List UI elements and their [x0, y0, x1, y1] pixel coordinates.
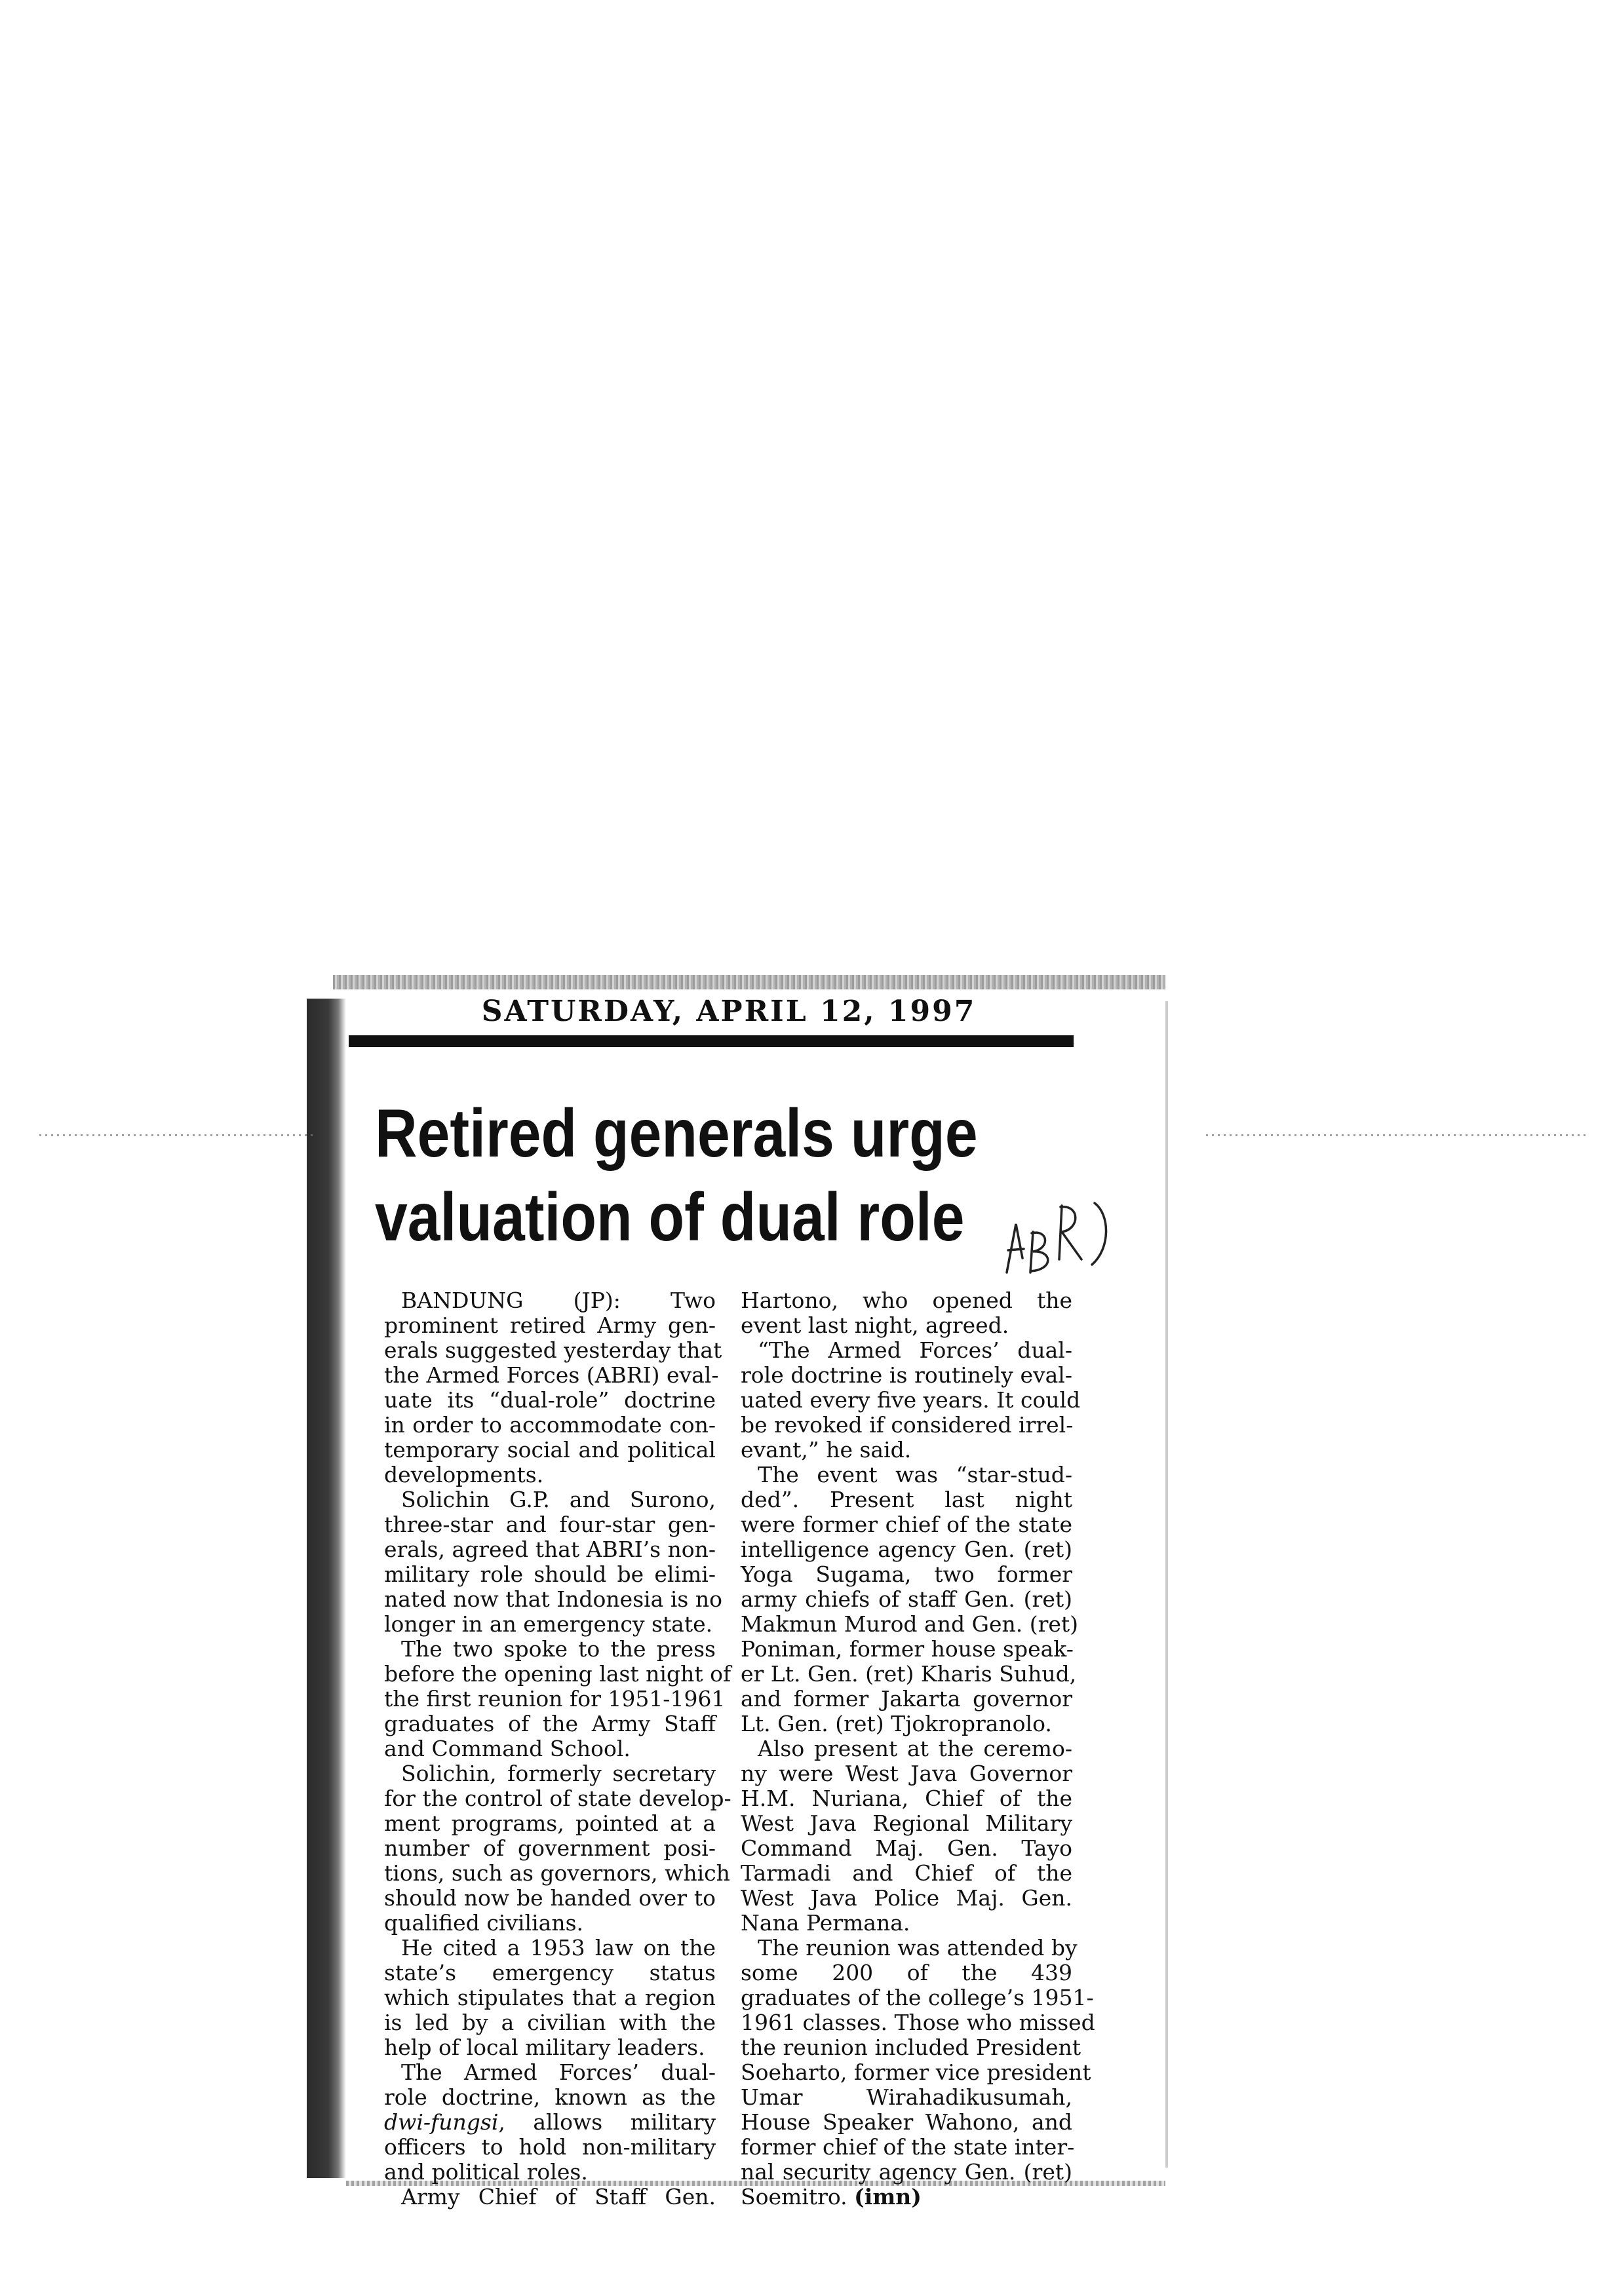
article-line: is led by a civilian with the [384, 2010, 716, 2035]
headline [375, 1092, 1012, 1259]
article-line: prominent retired Army gen- [384, 1312, 716, 1338]
article-line: former chief of the state inter- [741, 2134, 1075, 2160]
article-line: in order to accommodate con- [384, 1412, 716, 1438]
article-line: Poniman, former house speak- [741, 1636, 1074, 1662]
article-line: graduates of the Army Staff [384, 1711, 716, 1736]
article-line: military role should be elimi- [384, 1561, 716, 1587]
article-line: graduates of the college’s 1951- [741, 1985, 1094, 2010]
article-line: West Java Regional Military [741, 1810, 1072, 1836]
article-line: which stipulates that a region [384, 1985, 716, 2010]
torn-top-edge [333, 975, 1165, 989]
article-line: dwi-fungsi, allows military [384, 2109, 716, 2135]
article-line: House Speaker Wahono, and [741, 2109, 1072, 2135]
article-line: were former chief of the state [741, 1512, 1072, 1537]
article-line: The reunion was attended by [758, 1935, 1078, 1961]
article-line: Also present at the ceremo- [758, 1736, 1072, 1761]
article-line: and Command School. [384, 1736, 631, 1761]
article-line: nal security agency Gen. (ret) [741, 2159, 1072, 2185]
article-line: the first reunion for 1951-1961 [384, 1686, 726, 1712]
article-line: army chiefs of staff Gen. (ret) [741, 1586, 1072, 1612]
article-line: longer in an emergency state. [384, 1611, 713, 1637]
article-line: The Armed Forces’ dual- [401, 2059, 716, 2085]
article-line: Command Maj. Gen. Tayo [741, 1835, 1072, 1861]
article-line: BANDUNG (JP): Two [401, 1288, 716, 1313]
article-line: Tarmadi and Chief of the [741, 1860, 1072, 1886]
article-line: He cited a 1953 law on the [401, 1935, 716, 1961]
dateline-text: SATURDAY, APRIL 12, 1997 [481, 995, 977, 1028]
article-column-1 [384, 1288, 731, 2210]
article-line: Yoga Sugama, two former [741, 1561, 1072, 1587]
article-line: Nana Permana. [741, 1910, 910, 1936]
article-line: event last night, agreed. [741, 1312, 1009, 1338]
clipping-left-shadow [307, 999, 346, 2178]
article-line: help of local military leaders. [384, 2035, 705, 2060]
scan-noise-left [39, 1134, 315, 1136]
article-line: the reunion included President [741, 2035, 1081, 2060]
article-line: nated now that Indonesia is no [384, 1586, 722, 1612]
article-line: qualified civilians. [384, 1910, 584, 1936]
article-line: ment programs, pointed at a [384, 1810, 716, 1836]
article-body [384, 1288, 1095, 2210]
headline-line-2: valuation of dual role [375, 1179, 965, 1255]
article-line: before the opening last night of [384, 1661, 731, 1687]
article-line: ny were West Java Governor [741, 1761, 1072, 1786]
article-line: “The Armed Forces’ dual- [758, 1337, 1072, 1363]
article-line: developments. [384, 1462, 544, 1487]
article-line: intelligence agency Gen. (ret) [741, 1537, 1072, 1562]
article-line: officers to hold non-military [384, 2134, 716, 2160]
dateline-rule [349, 1035, 1074, 1047]
article-line: should now be handed over to [384, 1885, 716, 1911]
article-line: 1961 classes. Those who missed [741, 2010, 1095, 2035]
article-line: The event was “star-stud- [758, 1462, 1072, 1487]
article-line: temporary social and political [384, 1437, 716, 1463]
scan-noise-right [1206, 1134, 1586, 1136]
article-line: Hartono, who opened the [741, 1288, 1072, 1313]
article-line: erals suggested yesterday that [384, 1337, 722, 1363]
article-line: er Lt. Gen. (ret) Kharis Suhud, [741, 1661, 1077, 1687]
article-line: evant,” he said. [741, 1437, 912, 1463]
article-line: Lt. Gen. (ret) Tjokropranolo. [741, 1711, 1052, 1736]
byline-credit: (imn) [854, 2184, 922, 2210]
article-line: Makmun Murod and Gen. (ret) [741, 1611, 1079, 1637]
article-line: role doctrine is routinely eval- [741, 1362, 1072, 1388]
article-column-2 [741, 1288, 1095, 2210]
article-line: three-star and four-star gen- [384, 1512, 716, 1537]
article-line: H.M. Nuriana, Chief of the [741, 1786, 1072, 1811]
article-line: Umar Wirahadikusumah, [741, 2084, 1072, 2110]
article-line: West Java Police Maj. Gen. [741, 1885, 1072, 1911]
article-line: some 200 of the 439 [741, 1960, 1072, 1985]
article-line: Soemitro. (imn) [741, 2184, 922, 2210]
article-line: tions, such as governors, which [384, 1860, 730, 1886]
article-line: Solichin, formerly secretary [401, 1761, 716, 1786]
article-line: and political roles. [384, 2159, 588, 2185]
article-line: ded”. Present last night [741, 1487, 1072, 1512]
article-line: role doctrine, known as the [384, 2084, 716, 2110]
article-line: the Armed Forces (ABRI) eval- [384, 1362, 719, 1388]
article-line: number of government posi- [384, 1835, 716, 1861]
article-line: and former Jakarta governor [741, 1686, 1072, 1712]
article-line: Army Chief of Staff Gen. [401, 2184, 716, 2210]
article-line: state’s emergency status [384, 1960, 716, 1985]
article-line: uate its “dual-role” doctrine [384, 1387, 716, 1413]
article-line: uated every five years. It could [741, 1387, 1081, 1413]
article-line: for the control of state develop- [384, 1786, 731, 1811]
article-line: Soeharto, former vice president [741, 2059, 1091, 2085]
article-line: be revoked if considered irrel- [741, 1412, 1074, 1438]
article-line: Solichin G.P. and Surono, [401, 1487, 716, 1512]
article-line: erals, agreed that ABRI’s non- [384, 1537, 716, 1562]
newspaper-clipping [307, 975, 1172, 2210]
clipping-right-edge [1165, 1001, 1168, 2168]
headline-line-1: Retired generals urge [375, 1096, 978, 1172]
article-line: The two spoke to the press [401, 1636, 716, 1662]
handwritten-note [982, 1186, 1133, 1284]
italic-term: dwi-fungsi [384, 2109, 499, 2135]
